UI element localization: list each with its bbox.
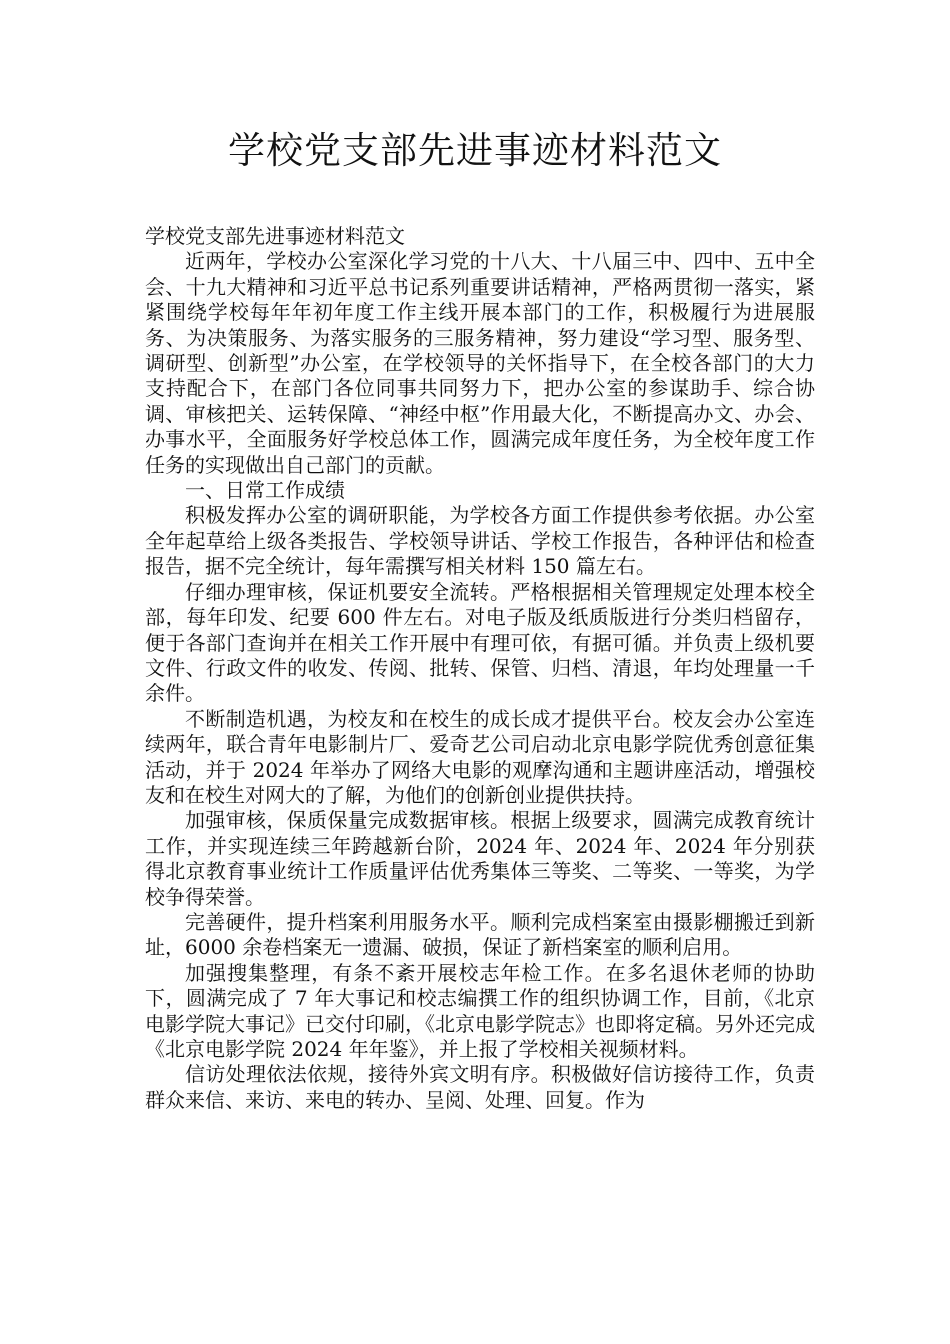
paragraph-review: 仔细办理审核，保证机要安全流转。严格根据相关管理规定处理本校全部，每年印发、纪要 600 件左右。对电子版及纸质版进行分类归档留存，便于各部门查询并在相关工作开展中有理可依，有据可循。并负责上级机要文件、行政文件的收发、传阅、批转、保管、归档、清退，年均处理量一千余件。 — [145, 579, 815, 706]
paragraph-annals: 加强搜集整理，有条不紊开展校志年检工作。在多名退休老师的协助下，圆满完成了 7 年大事记和校志编撰工作的组织协调工作，目前，《北京电影学院大事记》已交付印刷，《北京电影学院志》也即将定稿。另外还完成《北京电影学院 2024 年年鉴》，并上报了学校相关视频材料。 — [145, 960, 815, 1061]
paragraph-alumni: 不断制造机遇，为校友和在校生的成长成才提供平台。校友会办公室连续两年，联合青年电影制片厂、爱奇艺公司启动北京电影学院优秀创意征集活动，并于 2024 年举办了网络大电影的观摩沟通和主题讲座活动，增强校友和在校生对网大的了解，为他们的创新创业提供扶持。 — [145, 706, 815, 807]
document-subtitle: 学校党支部先进事迹材料范文 — [145, 224, 405, 248]
paragraph-archives: 完善硬件，提升档案利用服务水平。顺利完成档案室由摄影棚搬迁到新址，6000 余卷档案无一遗漏、破损，保证了新档案室的顺利启用。 — [145, 909, 815, 960]
document-title: 学校党支部先进事迹材料范文 — [228, 129, 722, 172]
paragraph-statistics: 加强审核，保质保量完成数据审核。根据上级要求，圆满完成教育统计工作，并实现连续三年跨越新台阶，2024 年、2024 年、2024 年分别获得北京教育事业统计工作质量评估优秀集体三等奖、二等奖、一等奖，为学校争得荣誉。 — [145, 808, 815, 909]
paragraph-intro: 近两年，学校办公室深化学习党的十八大、十八届三中、四中、五中全会、十九大精神和习近平总书记系列重要讲话精神，严格两贯彻一落实，紧紧围绕学校每年年初年度工作主线开展本部门的工作，积极履行为进展服务、为决策服务、为落实服务的三服务精神，努力建设“学习型、服务型、调研型、创新型”办公室，在学校领导的关怀指导下，在全校各部门的大力支持配合下，在部门各位同事共同努力下，把办公室的参谋助手、综合协调、审核把关、运转保障、“神经中枢”作用最大化，不断提高办文、办会、办事水平，全面服务好学校总体工作，圆满完成年度任务，为全校年度工作任务的实现做出自己部门的贡献。 — [145, 249, 815, 477]
paragraph-research: 积极发挥办公室的调研职能，为学校各方面工作提供参考依据。办公室全年起草给上级各类报告、学校领导讲话、学校工作报告，各种评估和检查报告，据不完全统计，每年需撰写相关材料 150 篇左右。 — [145, 503, 815, 579]
paragraph-petitions: 信访处理依法依规，接待外宾文明有序。积极做好信访接待工作，负责群众来信、来访、来电的转办、呈阅、处理、回复。作为 — [145, 1062, 815, 1112]
document-body — [145, 224, 815, 1113]
section-heading: 一、日常工作成绩 — [185, 478, 345, 503]
